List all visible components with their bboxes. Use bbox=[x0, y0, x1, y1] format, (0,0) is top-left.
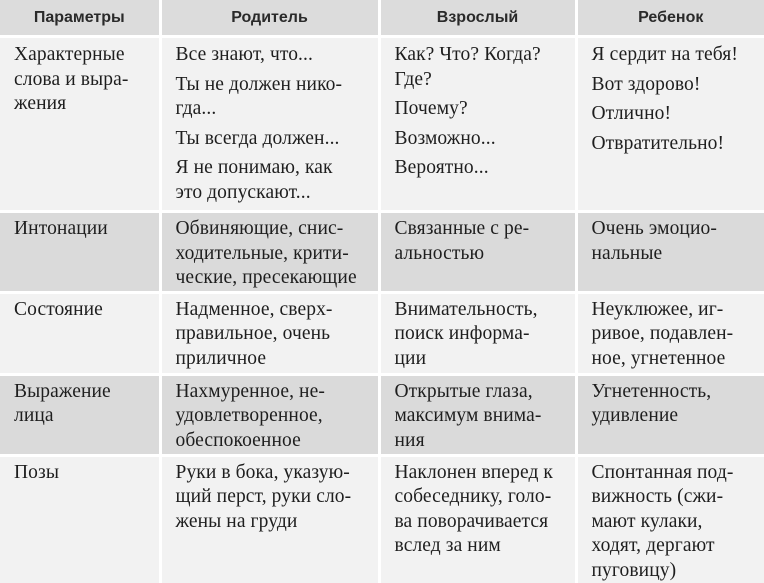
phrase-entry bbox=[176, 156, 372, 205]
cell-line: Надменное, сверх- bbox=[176, 298, 372, 323]
cell-line: ходят, дергают bbox=[592, 534, 759, 559]
cell-line: ва поворачивается bbox=[395, 510, 569, 535]
cell-line: слова и выра- bbox=[14, 68, 153, 93]
phrase-entry bbox=[395, 127, 569, 152]
phrase-entry bbox=[176, 127, 372, 152]
child-cell bbox=[576, 374, 764, 455]
cell-line: Спонтанная под- bbox=[592, 461, 759, 486]
cell-line: мают кулаки, bbox=[592, 510, 759, 535]
cell-line: ходительные, крити- bbox=[176, 242, 372, 267]
cell-line: поиск информа- bbox=[395, 322, 569, 347]
cell-line: альностью bbox=[395, 242, 569, 267]
table-row bbox=[0, 292, 764, 374]
cell-line: пуговицу) bbox=[592, 559, 759, 583]
phrase-entry bbox=[592, 102, 759, 127]
cell-line: приличное bbox=[176, 347, 372, 372]
cell-line: Позы bbox=[14, 461, 153, 486]
cell-line: Состояние bbox=[14, 298, 153, 323]
cell-line: Вот здорово! bbox=[592, 73, 759, 98]
cell-line: Наклонен вперед к bbox=[395, 461, 569, 486]
cell-line: Ты всегда должен... bbox=[176, 127, 372, 152]
cell-line: удовлетворенное, bbox=[176, 404, 372, 429]
cell-line: лица bbox=[14, 404, 153, 429]
adult-cell bbox=[379, 455, 576, 583]
param-cell bbox=[0, 455, 160, 583]
phrase-entry bbox=[592, 132, 759, 157]
table-row bbox=[0, 374, 764, 455]
cell-line: Как? Что? Когда? bbox=[395, 43, 569, 68]
cell-line: Я сердит на тебя! bbox=[592, 43, 759, 68]
cell-line: обеспокоенное bbox=[176, 429, 372, 454]
adult-cell bbox=[379, 374, 576, 455]
param-cell bbox=[0, 37, 160, 212]
header-row bbox=[0, 0, 764, 37]
parent-cell bbox=[160, 37, 379, 212]
cell-line: Неуклюжее, иг- bbox=[592, 298, 759, 323]
adult-cell bbox=[379, 37, 576, 212]
cell-line: Руки в бока, указую- bbox=[176, 461, 372, 486]
cell-line: Обвиняющие, снис- bbox=[176, 217, 372, 242]
cell-line: Возможно... bbox=[395, 127, 569, 152]
table-row bbox=[0, 212, 764, 293]
cell-line: жены на груди bbox=[176, 510, 372, 535]
phrase-entry bbox=[592, 73, 759, 98]
phrase-entry bbox=[176, 43, 372, 68]
cell-line: Отвратительно! bbox=[592, 132, 759, 157]
cell-line: Угнетенность, bbox=[592, 380, 759, 405]
cell-line: это допускают... bbox=[176, 181, 372, 206]
cell-line: Вероятно... bbox=[395, 156, 569, 181]
child-cell bbox=[576, 455, 764, 583]
cell-line: Почему? bbox=[395, 97, 569, 122]
cell-line: нальные bbox=[592, 242, 759, 267]
cell-line: Выражение bbox=[14, 380, 153, 405]
header-adult: Взрослый bbox=[379, 0, 576, 37]
cell-line: Я не понимаю, как bbox=[176, 156, 372, 181]
parent-cell bbox=[160, 212, 379, 293]
adult-cell bbox=[379, 292, 576, 374]
cell-line: гда... bbox=[176, 97, 372, 122]
parent-cell bbox=[160, 292, 379, 374]
cell-line: ции bbox=[395, 347, 569, 372]
cell-line: щий перст, руки сло- bbox=[176, 485, 372, 510]
param-cell bbox=[0, 212, 160, 293]
phrase-entry bbox=[176, 73, 372, 122]
phrase-entry bbox=[395, 156, 569, 181]
cell-line: Ты не должен нико- bbox=[176, 73, 372, 98]
phrase-entry bbox=[395, 43, 569, 92]
table-row bbox=[0, 37, 764, 212]
cell-line: ное, угнетенное bbox=[592, 347, 759, 372]
cell-line: ния bbox=[395, 429, 569, 454]
cell-line: Отлично! bbox=[592, 102, 759, 127]
cell-line: Связанные с ре- bbox=[395, 217, 569, 242]
cell-line: ривое, подавлен- bbox=[592, 322, 759, 347]
cell-line: вслед за ним bbox=[395, 534, 569, 559]
cell-line: жения bbox=[14, 92, 153, 117]
cell-line: Открытые глаза, bbox=[395, 380, 569, 405]
cell-line: Очень эмоцио- bbox=[592, 217, 759, 242]
cell-line: Интонации bbox=[14, 217, 153, 242]
param-cell bbox=[0, 292, 160, 374]
header-child: Ребенок bbox=[576, 0, 764, 37]
child-cell bbox=[576, 292, 764, 374]
phrase-entry bbox=[395, 97, 569, 122]
child-cell bbox=[576, 37, 764, 212]
cell-line: удивление bbox=[592, 404, 759, 429]
cell-line: Внимательность, bbox=[395, 298, 569, 323]
cell-line: максимум внима- bbox=[395, 404, 569, 429]
cell-line: собеседнику, голо- bbox=[395, 485, 569, 510]
cell-line: ческие, пресекающие bbox=[176, 266, 372, 291]
phrase-entry bbox=[592, 43, 759, 68]
cell-line: Где? bbox=[395, 68, 569, 93]
table-row bbox=[0, 455, 764, 583]
header-parent: Родитель bbox=[160, 0, 379, 37]
adult-cell bbox=[379, 212, 576, 293]
cell-line: Нахмуренное, не- bbox=[176, 380, 372, 405]
cell-line: правильное, очень bbox=[176, 322, 372, 347]
param-cell bbox=[0, 374, 160, 455]
child-cell bbox=[576, 212, 764, 293]
parent-cell bbox=[160, 455, 379, 583]
header-parameters: Параметры bbox=[0, 0, 160, 37]
parent-cell bbox=[160, 374, 379, 455]
cell-line: вижность (сжи- bbox=[592, 485, 759, 510]
cell-line: Характерные bbox=[14, 43, 153, 68]
cell-line: Все знают, что... bbox=[176, 43, 372, 68]
